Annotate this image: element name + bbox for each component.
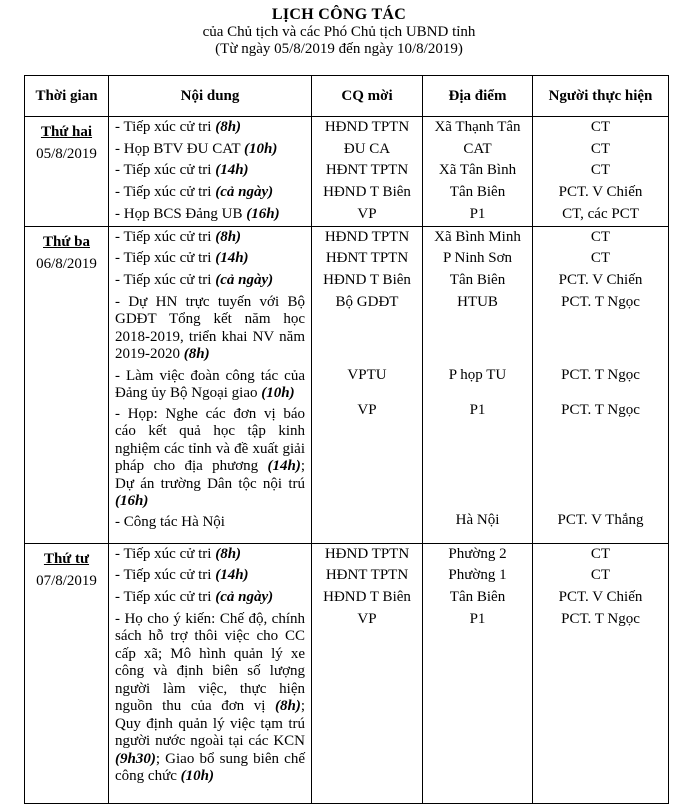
inviter-value: VPTU	[347, 366, 387, 383]
day-date: 06/8/2019	[36, 255, 97, 272]
table-row	[25, 226, 669, 543]
day-name: Thứ hai	[40, 124, 93, 140]
task-item: - Tiếp xúc cử tri (8h)	[115, 545, 242, 562]
day-name: Thứ tư	[43, 550, 90, 567]
inviter-cell	[312, 117, 423, 227]
executor-value: CT	[590, 250, 611, 267]
executor-value: PCT. V Chiến	[558, 588, 643, 605]
inviter-value: HĐND TPTN	[324, 119, 410, 135]
executor-value: CT	[590, 545, 611, 562]
col-header-executor: Người thực hiện	[533, 76, 669, 117]
executor-value: PCT. V Chiến	[558, 271, 643, 288]
inviter-cell	[312, 226, 423, 543]
task-item: - Tiếp xúc cử tri (cả ngày)	[115, 271, 274, 288]
location-value: Tân Biên	[449, 184, 506, 201]
table-row	[25, 543, 669, 803]
location-cell	[423, 226, 533, 543]
task-item: - Tiếp xúc cử tri (14h)	[115, 567, 249, 584]
task-item: - Họp BCS Đảng UB (16h)	[115, 205, 280, 222]
location-value: Hà Nội	[455, 511, 500, 528]
location-value: P1	[469, 610, 486, 627]
task-item: - Họ cho ý kiến: Chế độ, chính sách hỗ trợ thôi việc cho CC cấp xã; Mô hình quản lý xe công và định biên số lượng người làm việc, thực hiện nguồn thu của đơn vị (8h); Quy định quản lý việc tạm trú người nước ngoài tại các KCN (9h30); Giao bổ sung biên chế công chức (10h)	[115, 610, 305, 785]
schedule-header	[0, 0, 678, 58]
inviter-value: HĐNT TPTN	[325, 162, 409, 179]
inviter-value: HĐNT TPTN	[325, 567, 409, 584]
location-value: P Ninh Sơn	[442, 250, 513, 267]
task-item: - Tiếp xúc cử tri (cả ngày)	[115, 184, 274, 201]
location-value: Tân Biên	[449, 271, 506, 288]
table-header-row	[25, 76, 669, 117]
day-cell	[25, 226, 109, 543]
location-value: Phường 1	[448, 567, 507, 584]
inviter-value: HĐND TPTN	[324, 228, 410, 245]
executor-cell	[533, 543, 669, 803]
task-item: - Tiếp xúc cử tri (cả ngày)	[115, 588, 274, 605]
location-value: P1	[469, 401, 486, 418]
location-cell	[423, 117, 533, 227]
location-value: Phường 2	[448, 545, 507, 562]
inviter-value: HĐND T Biên	[323, 271, 411, 288]
task-item: - Công tác Hà Nội	[115, 513, 225, 530]
task-item: - Làm việc đoàn công tác của Đảng ủy Bộ Ngoại giao (10h)	[115, 367, 305, 402]
executor-value: PCT. V Thắng	[557, 511, 644, 528]
location-value: P họp TU	[448, 366, 507, 383]
executor-value: CT, các PCT	[562, 205, 639, 222]
inviter-cell	[312, 543, 423, 803]
executor-value: PCT. T Ngọc	[561, 293, 640, 310]
col-header-inviter: CQ mời	[312, 76, 423, 117]
task-item: - Tiếp xúc cử tri (14h)	[115, 250, 249, 267]
location-value: Xã Bình Minh	[434, 228, 521, 245]
executor-value: PCT. T Ngọc	[561, 366, 640, 383]
content-cell	[109, 543, 312, 803]
executor-value: PCT. T Ngọc	[561, 610, 640, 627]
inviter-value: Bộ GDĐT	[335, 293, 399, 310]
task-item: - Họp BTV ĐU CAT (10h)	[115, 140, 278, 157]
inviter-value: HĐND T Biên	[323, 184, 411, 201]
col-header-location: Địa điểm	[423, 76, 533, 117]
inviter-value: VP	[357, 610, 377, 627]
executor-value: PCT. V Chiến	[558, 184, 643, 201]
location-value: CAT	[463, 140, 492, 157]
executor-value: CT	[590, 162, 611, 179]
date-range: (Từ ngày 05/8/2019 đến ngày 10/8/2019)	[215, 41, 463, 57]
inviter-value: HĐND TPTN	[324, 545, 410, 562]
task-item: - Tiếp xúc cử tri (8h)	[115, 119, 242, 135]
inviter-value: HĐND T Biên	[323, 588, 411, 605]
day-cell	[25, 117, 109, 227]
day-date: 07/8/2019	[36, 572, 97, 589]
executor-value: CT	[590, 119, 611, 135]
location-value: HTUB	[457, 293, 498, 310]
table-row	[25, 117, 669, 227]
inviter-value: ĐU CA	[343, 140, 391, 157]
location-value: Xã Tân Bình	[438, 162, 517, 179]
col-header-time: Thời gian	[25, 76, 109, 117]
task-item: - Tiếp xúc cử tri (14h)	[115, 162, 249, 179]
executor-cell	[533, 226, 669, 543]
day-date: 05/8/2019	[36, 146, 97, 162]
inviter-value: VP	[357, 205, 377, 222]
content-cell	[109, 117, 312, 227]
page-title: LỊCH CÔNG TÁC	[271, 6, 407, 23]
executor-value: CT	[590, 228, 611, 245]
executor-cell	[533, 117, 669, 227]
day-name: Thứ ba	[43, 233, 90, 250]
inviter-value: VP	[357, 401, 377, 418]
page-subtitle: của Chủ tịch và các Phó Chủ tịch UBND tỉnh	[202, 24, 476, 40]
content-cell	[109, 226, 312, 543]
col-header-content: Nội dung	[109, 76, 312, 117]
executor-value: PCT. T Ngọc	[561, 401, 640, 418]
schedule-table	[24, 75, 669, 804]
task-item: - Họp: Nghe các đơn vị báo cáo kết quả học tập kinh nghiệm các tỉnh và đề xuất giải pháp cho địa phương (14h); Dự án trường Dân tộc nội trú (16h)	[115, 405, 306, 510]
location-value: Xã Thạnh Tân	[434, 119, 521, 135]
location-value: Tân Biên	[449, 588, 506, 605]
day-cell	[25, 543, 109, 803]
task-item: - Tiếp xúc cử tri (8h)	[115, 228, 242, 245]
executor-value: CT	[590, 567, 611, 584]
location-value: P1	[469, 205, 486, 222]
task-item: - Dự HN trực tuyến với Bộ GDĐT Tổng kết năm học 2018-2019, triển khai NV năm 2019-2020 (8h)	[115, 293, 305, 363]
location-cell	[423, 543, 533, 803]
executor-value: CT	[590, 140, 611, 157]
inviter-value: HĐNT TPTN	[325, 250, 409, 267]
